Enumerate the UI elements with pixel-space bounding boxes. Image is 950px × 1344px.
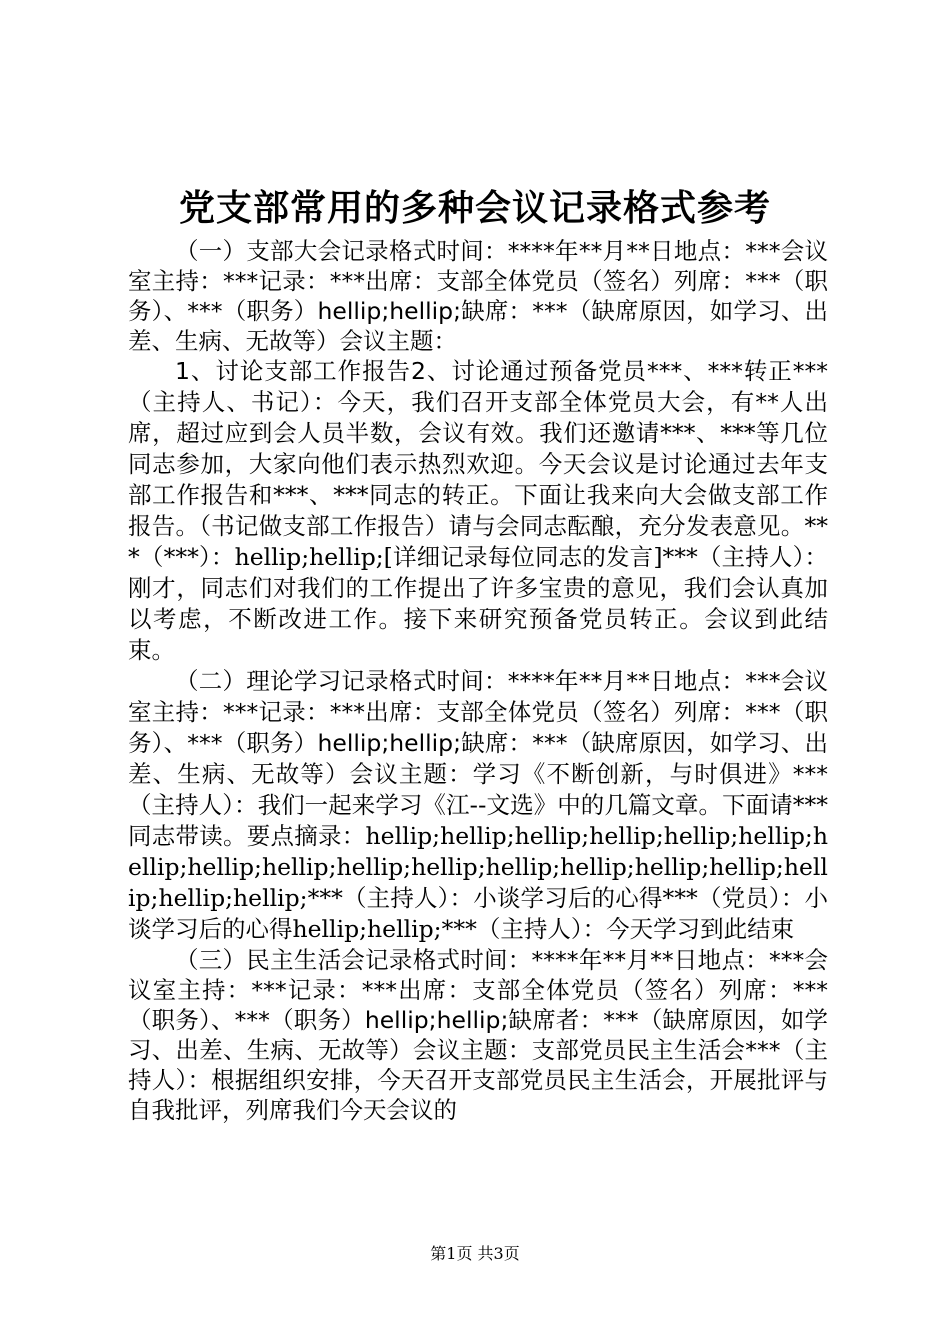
section-2-sans-text: （二）理论学习记录格式时间：****年**月**日地点：***会议室主持：***记录：***出席：支部全体党员（签名）列席：***（职务）、***（职务）hellip;hellip;缺席：***（缺席原因，如学习、出差、生病、无故等）会议主题：学习《不断创新，与时俱进》***（主持人）：我们一起来学习《江--文选》中的几篇文章。 xyxy=(128,667,828,819)
section-2-paragraph xyxy=(128,666,828,945)
section-1-paragraph-content xyxy=(128,356,828,666)
section-1-sans-text: 1、讨论支部工作报告2、讨论通过预备党员***、***转正***（主持人、书记）：今天，我们召开支部全体党员大会，有**人出席，超过应到会人员半数，会议有效。 xyxy=(128,357,828,447)
section-1-paragraph-header: （一）支部大会记录格式时间：****年**月**日地点：***会议室主持：***记录：***出席：支部全体党员（签名）列席：***（职务）、***（职务）hellip;hellip;缺席：***（缺席原因，如学习、出差、生病、无故等）会议主题： xyxy=(128,237,828,355)
document-title: 党支部常用的多种会议记录格式参考 xyxy=(178,187,771,229)
section-2-serif-text: 下面请***同志带读。要点摘录：hellip;hellip;hellip;hellip;hellip;hellip;hellip;hellip;hellip;hellip;hellip;hellip;hellip;hellip;hellip;hellip;hellip;hellip;***（主持人）：小谈学习后的心得***（党员）：小谈学习后的心得hellip;hellip;***（主持人）：今天学习到此结束 xyxy=(128,791,829,943)
section-1-serif-text: 我们还邀请***、***等几位同志参加，大家向他们表示热烈欢迎。今天会议是讨论通过去年支部工作报告和***、***同志的转正。下面让我来向大会做支部工作报告。（书记做支部工作报告）请与会同志酝酿，充分发表意见。***（***）：hellip;hellip;[详细记录每位同志的发言]***（主持人）：刚才，同志们对我们的工作提出了许多宝贵的意见，我们会认真加以考虑，不断改进工作。接下来研究预备党员转正。会议到此结束。 xyxy=(128,419,829,664)
document-body xyxy=(128,236,828,1125)
page-number-footer: 第1页 共3页 xyxy=(430,1244,520,1263)
section-3-paragraph: （三）民主生活会记录格式时间：****年**月**日地点：***会议室主持：***记录：***出席：支部全体党员（签名）列席：***（职务）、***（职务）hellip;hellip;缺席者：***（缺席原因，如学习、出差、生病、无故等）会议主题：支部党员民主生活会***（主持人）：根据组织安排，今天召开支部党员民主生活会，开展批评与自我批评，列席我们今天会议的 xyxy=(128,946,828,1124)
